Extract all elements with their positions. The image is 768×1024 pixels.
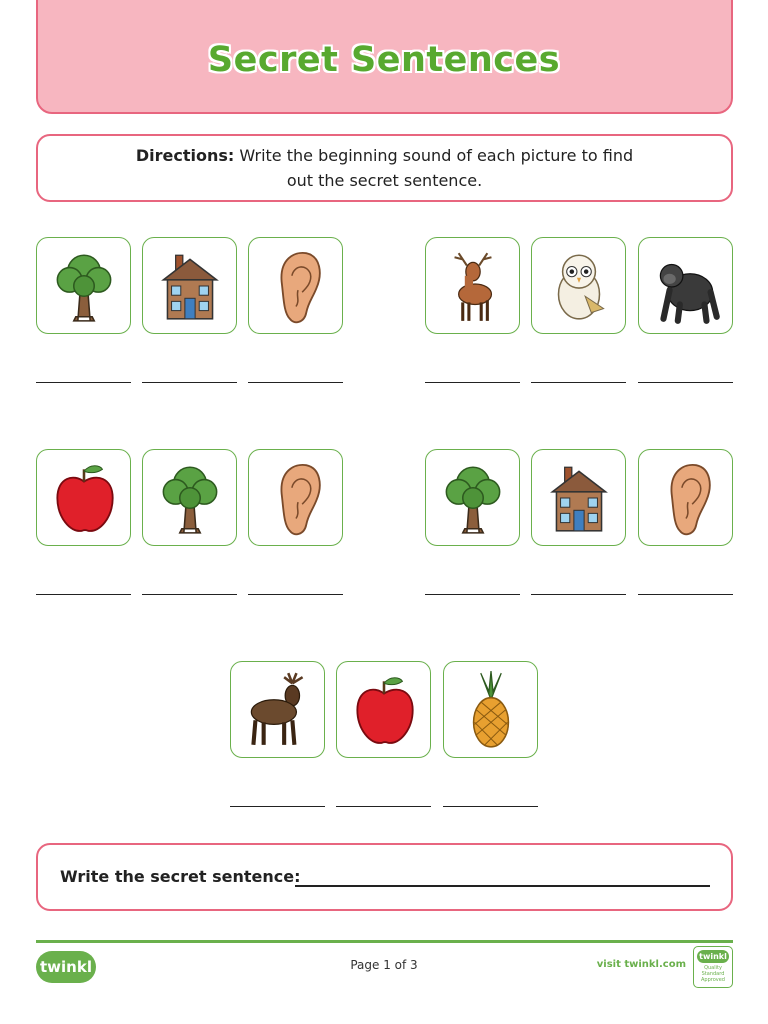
picture-card xyxy=(142,237,237,334)
picture-card xyxy=(248,449,343,546)
tree-icon xyxy=(432,457,514,539)
answer-blank[interactable] xyxy=(142,594,237,595)
owl-icon xyxy=(538,245,620,327)
picture-card xyxy=(36,237,131,334)
quality-badge xyxy=(693,946,733,988)
moose-icon xyxy=(237,669,319,751)
picture-card xyxy=(248,237,343,334)
secret-sentence-line[interactable] xyxy=(295,885,710,887)
gorilla-icon xyxy=(645,245,727,327)
answer-blank[interactable] xyxy=(531,382,626,383)
ear-icon xyxy=(255,457,337,539)
ear-icon xyxy=(255,245,337,327)
picture-card xyxy=(443,661,538,758)
answer-blank[interactable] xyxy=(248,382,343,383)
answer-blank[interactable] xyxy=(425,382,520,383)
twinkl-logo: twinkl xyxy=(36,951,96,983)
tree-icon xyxy=(43,245,125,327)
apple-icon xyxy=(343,669,425,751)
quality-badge-text: Quality Standard Approved xyxy=(701,965,725,983)
apple-icon xyxy=(43,457,125,539)
directions-label: Directions: xyxy=(135,146,235,165)
page-title: Secret Sentences xyxy=(207,40,561,80)
quality-badge-brand: twinkl xyxy=(697,950,729,963)
picture-card xyxy=(638,237,733,334)
answer-blank[interactable] xyxy=(638,382,733,383)
picture-card xyxy=(336,661,431,758)
picture-card xyxy=(531,449,626,546)
picture-card xyxy=(425,237,520,334)
directions-box xyxy=(36,134,733,202)
directions-text xyxy=(125,143,645,193)
secret-sentence-box xyxy=(36,843,733,911)
answer-blank[interactable] xyxy=(230,806,325,807)
answer-blank[interactable] xyxy=(36,594,131,595)
answer-blank[interactable] xyxy=(36,382,131,383)
answer-blank[interactable] xyxy=(443,806,538,807)
answer-blank[interactable] xyxy=(638,594,733,595)
pineapple-icon xyxy=(450,669,532,751)
deer-icon xyxy=(432,245,514,327)
picture-card xyxy=(36,449,131,546)
page-number: Page 1 of 3 xyxy=(350,958,418,972)
answer-blank[interactable] xyxy=(425,594,520,595)
directions-body: Write the beginning sound of each picture to find out the secret sentence. xyxy=(239,146,634,190)
secret-sentence-label: Write the secret sentence: xyxy=(60,867,301,886)
answer-blank[interactable] xyxy=(531,594,626,595)
picture-card xyxy=(531,237,626,334)
answer-blank[interactable] xyxy=(142,382,237,383)
footer-url[interactable]: visit twinkl.com xyxy=(596,959,686,970)
picture-card xyxy=(230,661,325,758)
house-icon xyxy=(538,457,620,539)
answer-blank[interactable] xyxy=(336,806,431,807)
house-icon xyxy=(149,245,231,327)
ear-icon xyxy=(645,457,727,539)
picture-card xyxy=(638,449,733,546)
tree-icon xyxy=(149,457,231,539)
footer-rule xyxy=(36,940,733,943)
picture-card xyxy=(425,449,520,546)
picture-card xyxy=(142,449,237,546)
answer-blank[interactable] xyxy=(248,594,343,595)
